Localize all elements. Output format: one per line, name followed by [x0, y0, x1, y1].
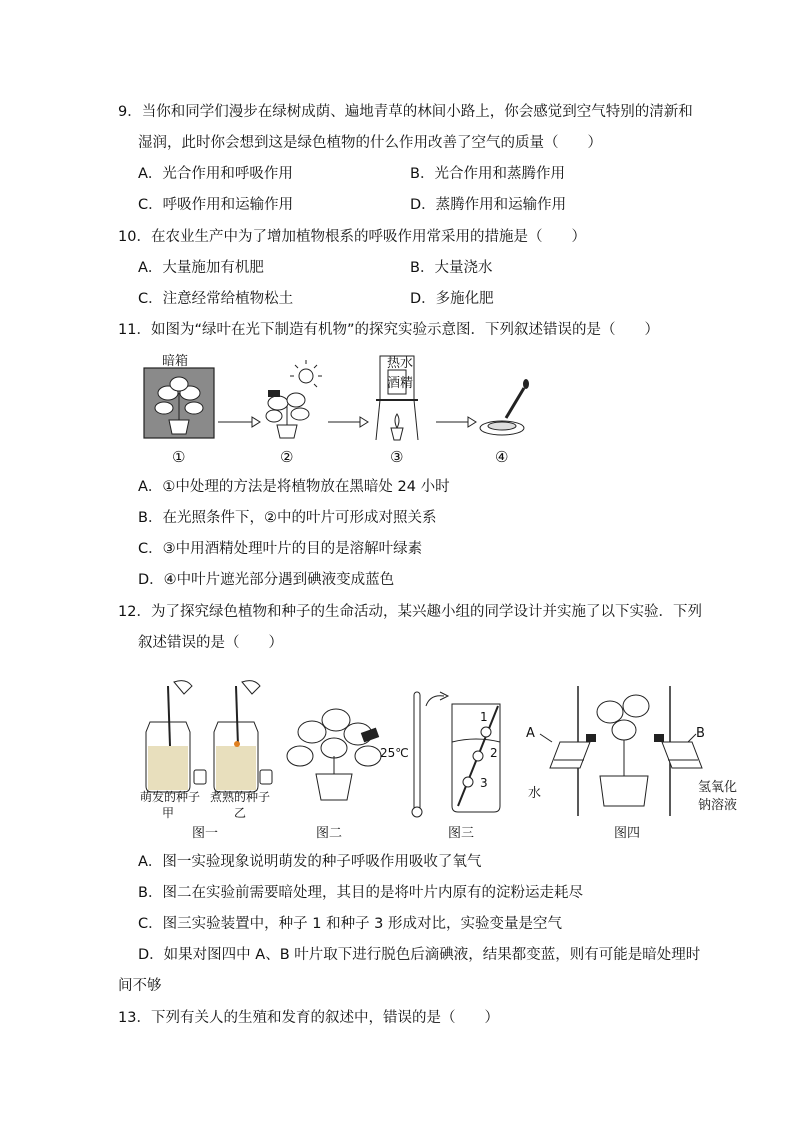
q11-option-c[interactable]: C．③中用酒精处理叶片的目的是溶解叶绿素 [138, 541, 423, 557]
temperature-label: 25℃ [380, 746, 409, 760]
naoh-label-line2: 钠溶液 [698, 798, 738, 813]
step-1-label: ① [172, 448, 186, 466]
q12-option-d-continuation: 间不够 [118, 978, 162, 994]
seed-2-label: 2 [490, 746, 498, 760]
figure-3-caption: 图三 [448, 826, 475, 841]
q11-option-d[interactable]: D．④中叶片遮光部分遇到碘液变成蓝色 [138, 572, 395, 588]
q9-stem-line2: 湿润，此时你会想到这是绿色植物的什么作用改善了空气的质量（ ） [138, 135, 602, 151]
figure-1-caption: 图一 [192, 826, 219, 841]
figure-2-caption: 图二 [316, 826, 343, 841]
germinating-seed-label: 萌发的种子 [140, 790, 201, 804]
q12-option-d[interactable]: D．如果对图四中 A、B 叶片取下进行脱色后滴碘液，结果都变蓝，则有可能是暗处理时 [138, 947, 701, 963]
boiled-seed-label: 煮熟的种子 [210, 790, 271, 804]
q11-figure-drawing [140, 348, 540, 470]
seed-1-label: 1 [480, 710, 488, 724]
q11-figure [140, 348, 540, 470]
q10-option-d[interactable]: D．多施化肥 [410, 291, 494, 307]
water-label: 水 [528, 786, 542, 801]
naoh-label-line1: 氢氧化 [698, 780, 738, 795]
seed-3-label: 3 [480, 776, 488, 790]
q12-option-a[interactable]: A．图一实验现象说明萌发的种子呼吸作用吸收了氧气 [138, 854, 482, 870]
q9-stem-line1: 9．当你和同学们漫步在绿树成荫、遍地青草的林间小路上，你会感觉到空气特别的清新和 [118, 104, 693, 120]
dark-box-label: 暗箱 [162, 354, 189, 369]
q12-stem-line2: 叙述错误的是（ ） [138, 635, 283, 651]
q12-stem-line1: 12．为了探究绿色植物和种子的生命活动，某兴趣小组的同学设计并实施了以下实验．下列 [118, 604, 702, 620]
q12-figure-drawing [140, 676, 750, 842]
q10-option-a[interactable]: A．大量施加有机肥 [138, 260, 264, 276]
step-2-label: ② [280, 448, 294, 466]
q13-stem: 13．下列有关人的生殖和发育的叙述中，错误的是（ ） [118, 1010, 499, 1026]
q9-option-c[interactable]: C．呼吸作用和运输作用 [138, 197, 294, 213]
hot-water-label: 热水 [387, 356, 414, 371]
germinating-seed-sub: 甲 [162, 806, 175, 820]
q10-stem: 10．在农业生产中为了增加植物根系的呼吸作用常采用的措施是（ ） [118, 229, 586, 245]
q12-figure [140, 676, 750, 842]
figure-4-caption: 图四 [614, 826, 641, 841]
q10-option-c[interactable]: C．注意经常给植物松土 [138, 291, 294, 307]
q10-option-b[interactable]: B．大量浇水 [410, 260, 493, 276]
q9-option-b[interactable]: B．光合作用和蒸腾作用 [410, 166, 565, 182]
q11-stem: 11．如图为“绿叶在光下制造有机物”的探究实验示意图．下列叙述错误的是（ ） [118, 322, 659, 338]
step-4-label: ④ [495, 448, 509, 466]
q9-option-a[interactable]: A．光合作用和呼吸作用 [138, 166, 293, 182]
step-3-label: ③ [390, 448, 404, 466]
q12-option-c[interactable]: C．图三实验装置中，种子 1 和种子 3 形成对比，实验变量是空气 [138, 916, 563, 932]
bag-b-label: B [696, 726, 705, 741]
q9-option-d[interactable]: D．蒸腾作用和运输作用 [410, 197, 567, 213]
q12-option-b[interactable]: B．图二在实验前需要暗处理，其目的是将叶片内原有的淀粉运走耗尽 [138, 885, 583, 901]
q11-option-a[interactable]: A．①中处理的方法是将植物放在黑暗处 24 小时 [138, 479, 450, 495]
bag-a-label: A [526, 726, 535, 741]
alcohol-label: 酒精 [387, 376, 414, 391]
q11-option-b[interactable]: B．在光照条件下，②中的叶片可形成对照关系 [138, 510, 437, 526]
boiled-seed-sub: 乙 [234, 806, 247, 820]
